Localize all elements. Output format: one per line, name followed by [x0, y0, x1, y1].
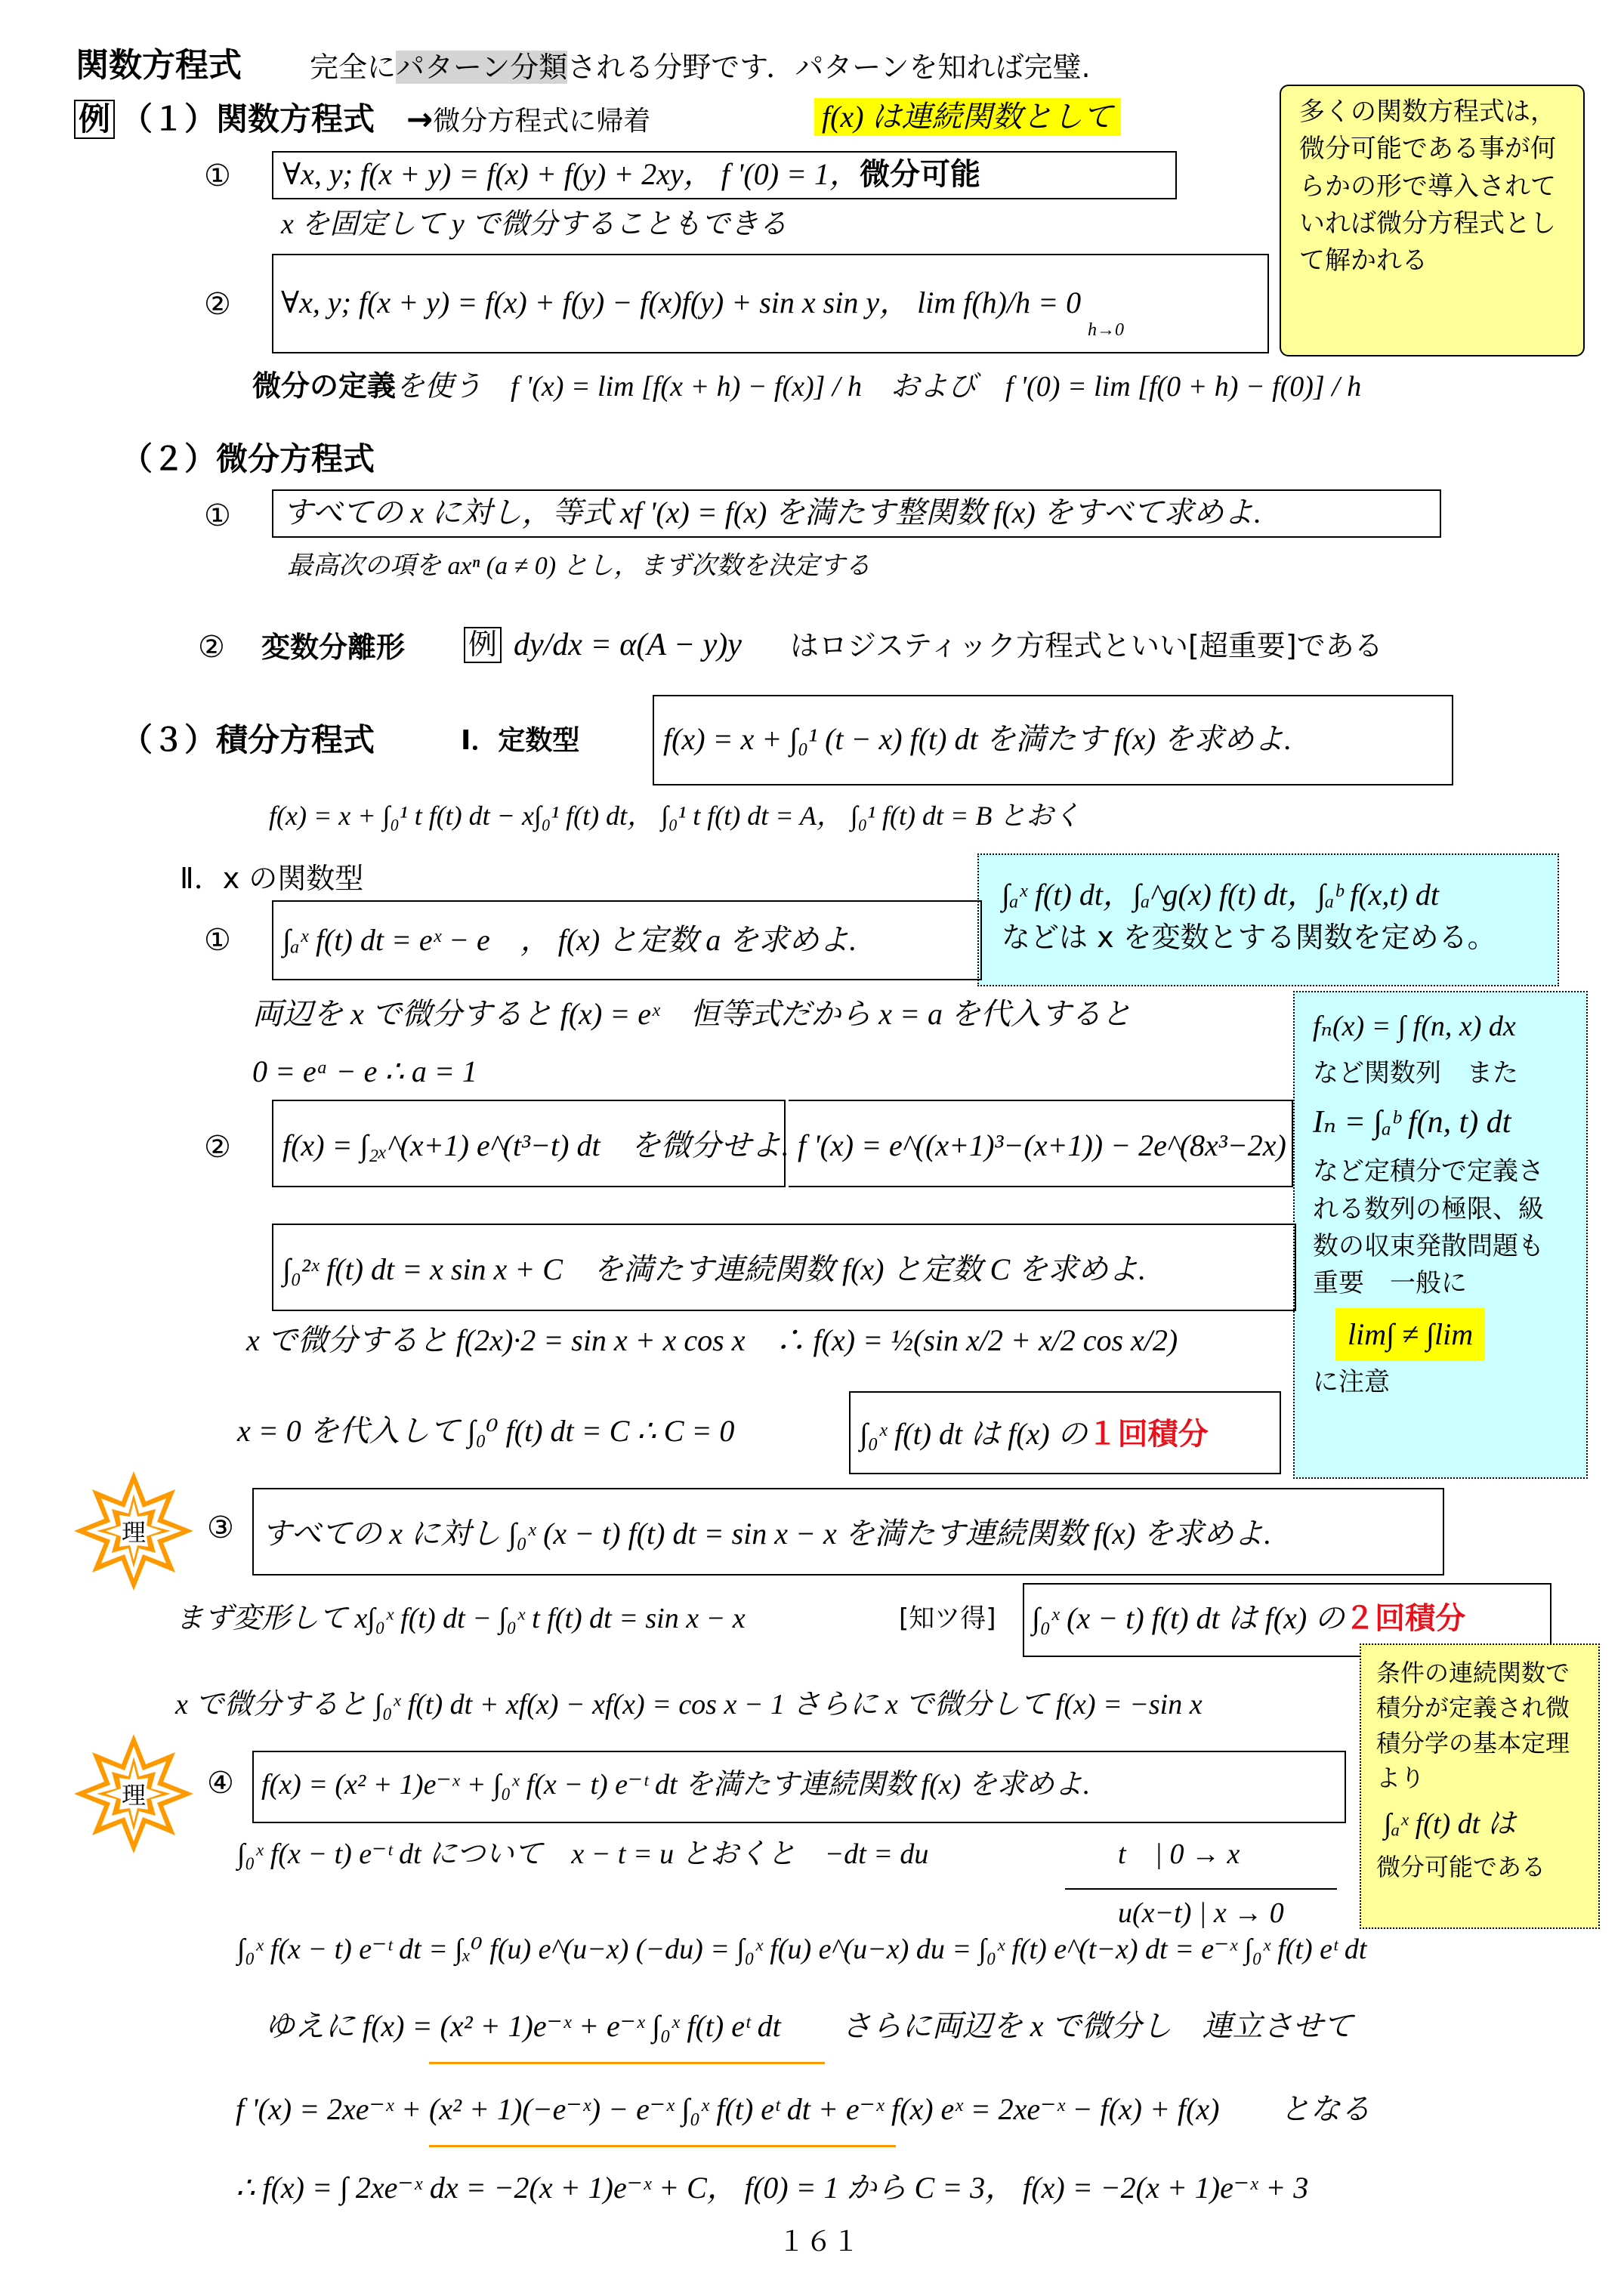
logistic-note: はロジスティック方程式といい[超重要]である [790, 629, 1383, 662]
orange-underline-2 [429, 2145, 896, 2147]
q2-equation: ∀x, y; f(x + y) = f(x) + f(y) − f(x)f(y) + sin x sin y， lim f(h)/h = 0 [281, 285, 1082, 319]
p5-solution-line4: f '(x) = 2xe⁻ˣ + (x² + 1)(−e⁻ˣ) − e⁻ˣ ∫₀ˣ f(t) eᵗ dt + e⁻ˣ f(x) eˣ = 2xe⁻ˣ − f(x) + f(x) となる [236, 2092, 1371, 2126]
section2-heading: （２）微分方程式 [121, 440, 375, 477]
s2-q1-text: すべての x に対し，等式 xf '(x) = f(x) を満たす整関数 f(x) をすべて求めよ. [283, 495, 1261, 529]
p3-solution-line2: x = 0 を代入して ∫₀⁰ f(t) dt = C ∴ C = 0 [237, 1414, 735, 1448]
type1-problem: f(x) = x + ∫₀¹ (t − x) f(t) dt を満たす f(x) を求めよ. [663, 722, 1292, 756]
p4-solution-line2: x で微分すると ∫₀ˣ f(t) dt + xf(x) − xf(x) = cos x − 1 さらに x で微分して f(x) = −sin x [175, 1689, 1203, 1721]
p3-problem: ∫₀²ˣ f(t) dt = x sin x + C を満たす連続関数 f(x) と定数 C を求めよ. [283, 1252, 1147, 1286]
orange-underline-1 [429, 2062, 825, 2064]
p3-solution-line1: x で微分すると f(2x)·2 = sin x + x cos x ∴ f(x) = ½(sin x/2 + x/2 cos x/2) [246, 1323, 1178, 1357]
page-number: １６１ [778, 2227, 860, 2258]
subtitle-highlight: パターン分類 [396, 51, 568, 84]
substitution-table-divider [1065, 1888, 1337, 1890]
p1-problem: ∫ₐˣ f(t) dt = eˣ − e ， f(x) と定数 a を求めよ. [283, 923, 857, 957]
logistic-equation: dy/dx = α(A − y)y [514, 628, 742, 662]
svg-text:理: 理 [121, 1781, 147, 1810]
q2-lim-sub: h→0 [1088, 320, 1124, 340]
example-badge: 例 [74, 100, 115, 139]
p5-solution-line1: ∫₀ˣ f(x − t) e⁻ᵗ dt について x − t = u とおくと −dt = du [237, 1838, 929, 1870]
section3-heading: （３）積分方程式 [121, 721, 375, 758]
s2-q1-number: ① [204, 498, 231, 533]
q1-number: ① [204, 159, 231, 193]
p3-integral-note: ∫₀ˣ f(t) dt は f(x) の１回積分 [860, 1417, 1209, 1452]
note-integral-functions: ∫ₐˣ f(t) dt，∫ₐ^g(x) f(t) dt，∫ₐᵇ f(x,t) dt などは x を変数とする関数を定める。 [977, 853, 1559, 986]
substitution-table-row2: u(x−t) | x → 0 [1118, 1897, 1284, 1929]
note-functional-equation: 多くの関数方程式は，微分可能である事が何らかの形で導入されていれば微分方程式として解かれる [1280, 85, 1585, 356]
p5-problem: f(x) = (x² + 1)e⁻ˣ + ∫₀ˣ f(x − t) e⁻ᵗ dt を満たす連続関数 f(x) を求めよ. [261, 1769, 1091, 1801]
p2-answer: f '(x) = e^((x+1)³−(x+1)) − 2e^(8x³−2x) [798, 1128, 1286, 1162]
type2-label: Ⅱ．x の関数型 [180, 862, 364, 895]
page-subtitle: 完全にパターン分類される分野です．パターンを知れば完璧. [310, 51, 1091, 84]
separable-label: 変数分離形 [261, 631, 406, 664]
ri-badge-4 [69, 1730, 198, 1858]
section1-heading: （１）関数方程式 →微分方程式に帰着 [121, 100, 651, 137]
condition-highlight: f(x) は連続関数として [814, 98, 1121, 136]
ri-badge-3 [69, 1467, 198, 1595]
p1-solution-line2: 0 = eᵃ − e ∴ a = 1 [252, 1054, 477, 1088]
svg-text:理: 理 [121, 1518, 147, 1547]
derivative-definition: 微分の定義を使う f '(x) = lim [f(x + h) − f(x)] / h および f '(0) = lim [f(0 + h) − f(0)] / h [252, 369, 1362, 403]
type1-substitution: f(x) = x + ∫₀¹ t f(t) dt − x∫₀¹ f(t) dt， ∫₀¹ t f(t) dt = A， ∫₀¹ f(t) dt = B とおく [269, 801, 1081, 831]
p2-problem: f(x) = ∫₂ₓ^(x+1) e^(t³−t) dt を微分せよ. [283, 1128, 789, 1162]
p5-solution-line5: ∴ f(x) = ∫ 2xe⁻ˣ dx = −2(x + 1)e⁻ˣ + C， f(0) = 1 から C = 3， f(x) = −2(x + 1)e⁻ˣ + 3 [236, 2171, 1309, 2205]
substitution-table-row1: t | 0 → x [1118, 1838, 1240, 1870]
p1-number: ① [204, 923, 231, 958]
s2-q1-hint: 最高次の項を axⁿ (a ≠ 0) とし，まず次数を決定する [287, 552, 871, 580]
type1-label: Ⅰ．定数型 [461, 725, 580, 756]
note-continuity: 条件の連続関数で積分が定義され微積分学の基本定理より ∫ₐˣ f(t) dt は 微分可能である [1360, 1643, 1600, 1929]
p5-number: ④ [207, 1766, 234, 1801]
p5-solution-line2: ∫₀ˣ f(x − t) e⁻ᵗ dt = ∫ₓ⁰ f(u) e^(u−x) (−du) = ∫₀ˣ f(u) e^(u−x) du = ∫₀ˣ f(t) e^(t−x) dt = e⁻ˣ ∫₀ˣ f(t) eᵗ dt [237, 1933, 1367, 1965]
lim-integral-warning: lim∫ ≠ ∫lim [1335, 1308, 1485, 1361]
q1-equation: ∀x, y; f(x + y) = f(x) + f(y) + 2xy， f '(0) = 1，微分可能 [283, 157, 981, 192]
page-title: 関数方程式 [76, 46, 242, 85]
p1-solution-line1: 両辺を x で微分すると f(x) = eˣ 恒等式だから x = a を代入すると [252, 997, 1132, 1031]
p4-tip: ∫₀ˣ (x − t) f(t) dt は f(x) の２回積分 [1032, 1601, 1466, 1636]
note-sequences: fₙ(x) = ∫ f(n, x) dx など関数列 また Iₙ = ∫ₐᵇ f(n, t) dt など定積分で定義される数列の極限、級数の収束発散問題も重要 一般に lim∫ ≠ ∫lim に注意 [1293, 991, 1588, 1479]
p4-problem: すべての x に対し ∫₀ˣ (x − t) f(t) dt = sin x − x を満たす連続関数 f(x) を求めよ. [261, 1517, 1272, 1551]
s2-q2-number: ② [198, 630, 225, 665]
p4-tip-label: [知ツ得] [899, 1603, 996, 1634]
p4-number: ③ [207, 1511, 234, 1545]
p2-number: ② [204, 1130, 231, 1165]
s2-example-badge: 例 [464, 627, 502, 663]
q1-hint: x を固定して y で微分することもできる [281, 208, 788, 240]
q2-number: ② [204, 287, 231, 322]
p5-solution-line3: ゆえに f(x) = (x² + 1)e⁻ˣ + e⁻ˣ ∫₀ˣ f(t) eᵗ dt さらに両辺を x で微分し 連立させて [264, 2009, 1354, 2043]
p4-solution-line1: まず変形して x∫₀ˣ f(t) dt − ∫₀ˣ t f(t) dt = sin x − x [175, 1603, 746, 1634]
